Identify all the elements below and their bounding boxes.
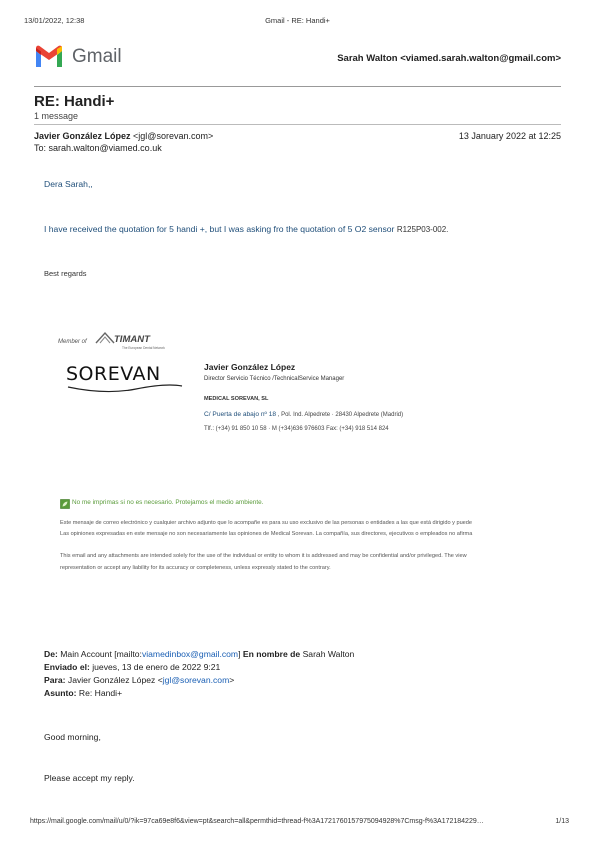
address-link[interactable]: C/ Puerta de abajo nº 18 xyxy=(204,411,277,418)
part-number: R125P03-002. xyxy=(396,225,449,234)
signature-company: MEDICAL SOREVAN, SL xyxy=(204,396,269,402)
fwd-subject-value: Re: Handi+ xyxy=(78,688,123,698)
message-from xyxy=(34,131,213,141)
fwd-subject xyxy=(44,688,122,698)
subject-divider xyxy=(34,124,561,125)
fwd-sent-label: Enviado el: xyxy=(44,662,90,672)
header-divider xyxy=(34,86,561,87)
print-page-title: Gmail - RE: Handi+ xyxy=(265,16,330,25)
fwd-greeting: Good morning, xyxy=(44,732,101,742)
body-main-text: I have received the quotation for 5 handi +, but I was asking fro the quotation of 5 O2 sensor xyxy=(44,224,397,234)
sorevan-logo-text: SOREVAN xyxy=(66,363,161,385)
gmail-logo-text: Gmail xyxy=(72,46,122,67)
timant-logo xyxy=(94,329,178,353)
fwd-subject-label: Asunto: xyxy=(44,688,77,698)
fwd-to-label: Para: xyxy=(44,675,66,685)
message-date: 13 January 2022 at 12:25 xyxy=(458,131,561,141)
signature-name: Javier González López xyxy=(204,362,296,372)
fwd-to-post: > xyxy=(229,675,235,685)
print-page-number: 1/13 xyxy=(555,818,569,825)
address-rest: , Pol. Ind. Alpedrete · 28430 Alpedrete (Madrid) xyxy=(276,412,404,418)
member-of-label: Member of xyxy=(58,339,87,345)
fwd-to-link[interactable]: jgl@sorevan.com xyxy=(162,675,230,685)
fwd-line-1: Please accept my reply. xyxy=(44,773,135,783)
signature-phones: Tlf.: (+34) 91 850 10 58 · M (+34)636 976603 Fax: (+34) 918 514 824 xyxy=(204,426,389,432)
signature-role: Director Servicio Técnico /TechnicalService Manager xyxy=(204,376,345,382)
sorevan-swoosh-icon xyxy=(66,383,184,395)
account-identity: Sarah Walton <viamed.sarah.walton@gmail.com> xyxy=(337,53,561,64)
message-to: To: sarah.walton@viamed.co.uk xyxy=(34,143,162,153)
fwd-from-pre: Main Account [mailto: xyxy=(60,649,142,659)
fwd-from-post: ] xyxy=(238,649,241,659)
fwd-to xyxy=(44,675,234,685)
leaf-icon xyxy=(60,496,70,506)
eco-note: No me imprimas si no es necesario. Protejamos el medio ambiente. xyxy=(72,499,264,506)
sorevan-logo xyxy=(66,361,184,395)
fwd-onbehalf-label: En nombre de xyxy=(242,649,301,659)
message-count: 1 message xyxy=(34,111,79,121)
gmail-m-icon xyxy=(34,45,64,69)
timant-tagline: The European Dental Network xyxy=(122,346,165,350)
gmail-logo[interactable] xyxy=(34,44,134,70)
fwd-sent xyxy=(44,662,220,672)
fwd-from-link[interactable]: viamedinbox@gmail.com xyxy=(141,649,239,659)
fwd-sent-value: jueves, 13 de enero de 2022 9:21 xyxy=(92,662,221,672)
sender-email[interactable]: <jgl@sorevan.com> xyxy=(133,131,214,141)
print-datetime: 13/01/2022, 12:38 xyxy=(24,16,85,25)
timant-logo-text: TIMANT xyxy=(114,334,150,345)
print-url: https://mail.google.com/mail/u/0/?ik=97ca69e8f6&view=pt&search=all&permthid=thread-f%3A1721760157975094928%7Cmsg-f%3A172184229… xyxy=(30,818,484,825)
disclaimer-es-line-2: Las opiniones expresadas en este mensaje no son necesariamente las opiniones de Medical Sorevan. La compañía, sus directores, ejecutivos o empleados no afirma xyxy=(60,531,473,537)
greeting: Dera Sarah,, xyxy=(44,179,93,189)
timant-mark-icon xyxy=(94,331,116,345)
disclaimer-en-line-1: This email and any attachments are intended solely for the use of the individual or entity to whom it is addressed and may be confidential and/or privileged. The view xyxy=(60,553,467,559)
thread-subject: RE: Handi+ xyxy=(34,93,115,110)
fwd-from xyxy=(44,649,354,659)
body-paragraph xyxy=(44,224,448,234)
signature-address xyxy=(204,411,403,418)
fwd-onbehalf-value: Sarah Walton xyxy=(302,649,355,659)
disclaimer-es-line-1: Este mensaje de correo electrónico y cualquier archivo adjunto que lo acompañe es para su uso exclusivo de las personas o entidades a las que está dirigido y puede xyxy=(60,520,473,526)
closing: Best regards xyxy=(44,269,87,278)
fwd-to-pre: Javier González López < xyxy=(67,675,163,685)
sender-name: Javier González López xyxy=(34,131,131,141)
fwd-from-label: De: xyxy=(44,649,58,659)
disclaimer-en-line-2: representation or accept any liability for its accuracy or completeness, unless expressly stated to the contrary. xyxy=(60,565,331,571)
